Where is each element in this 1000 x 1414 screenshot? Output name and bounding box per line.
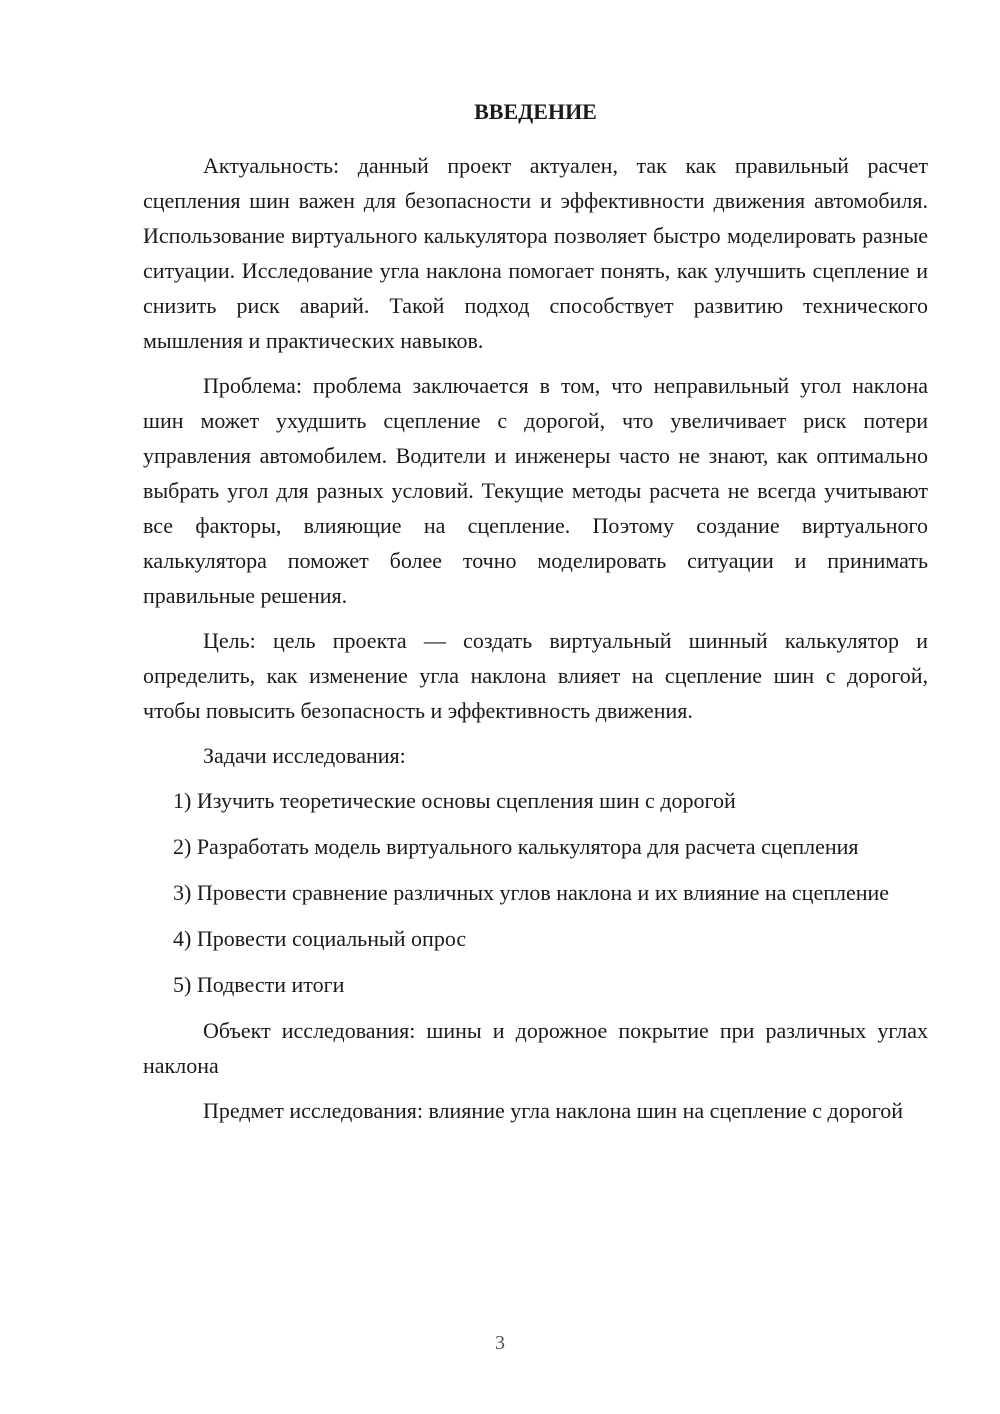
- object-paragraph: Объект исследования: шины и дорожное покрытие при различных углах наклона: [143, 1018, 928, 1078]
- page-number: 3: [495, 1332, 505, 1354]
- document-page: [143, 94, 928, 1138]
- task-item-4: 4) Провести социальный опрос: [173, 926, 467, 951]
- relevance-paragraph: Актуальность: данный проект актуален, так как правильный расчет сцепления шин важен для безопасности и эффективности движения автомобиля. Использование виртуального калькулятора позволяет быстро моделировать разные ситуации. Исследование угла наклона помогает понять, как улучшить сцепление и снизить риск аварий. Такой подход способствует развитию технического мышления и практических навыков.: [143, 153, 928, 353]
- tasks-heading: Задачи исследования:: [203, 743, 406, 768]
- task-item-2: 2) Разработать модель виртуального калькулятора для расчета сцепления: [173, 834, 859, 859]
- goal-paragraph: Цель: цель проекта — создать виртуальный шинный калькулятор и определить, как изменение угла наклона влияет на сцепление шин с дорогой, чтобы повысить безопасность и эффективность движения.: [143, 628, 928, 723]
- task-item-5: 5) Подвести итоги: [173, 972, 345, 997]
- task-item-3: 3) Провести сравнение различных углов наклона и их влияние на сцепление: [173, 880, 890, 905]
- page-title: ВВЕДЕНИЕ: [474, 99, 597, 124]
- problem-paragraph: Проблема: проблема заключается в том, что неправильный угол наклона шин может ухудшить сцепление с дорогой, что увеличивает риск потери управления автомобилем. Водители и инженеры часто не знают, как оптимально выбрать угол для разных условий. Текущие методы расчета не всегда учитывают все факторы, влияющие на сцепление. Поэтому создание виртуального калькулятора поможет более точно моделировать ситуации и принимать правильные решения.: [143, 373, 928, 608]
- subject-paragraph: Предмет исследования: влияние угла наклона шин на сцепление с дорогой: [203, 1098, 903, 1123]
- task-item-1: 1) Изучить теоретические основы сцепления шин с дорогой: [173, 788, 736, 813]
